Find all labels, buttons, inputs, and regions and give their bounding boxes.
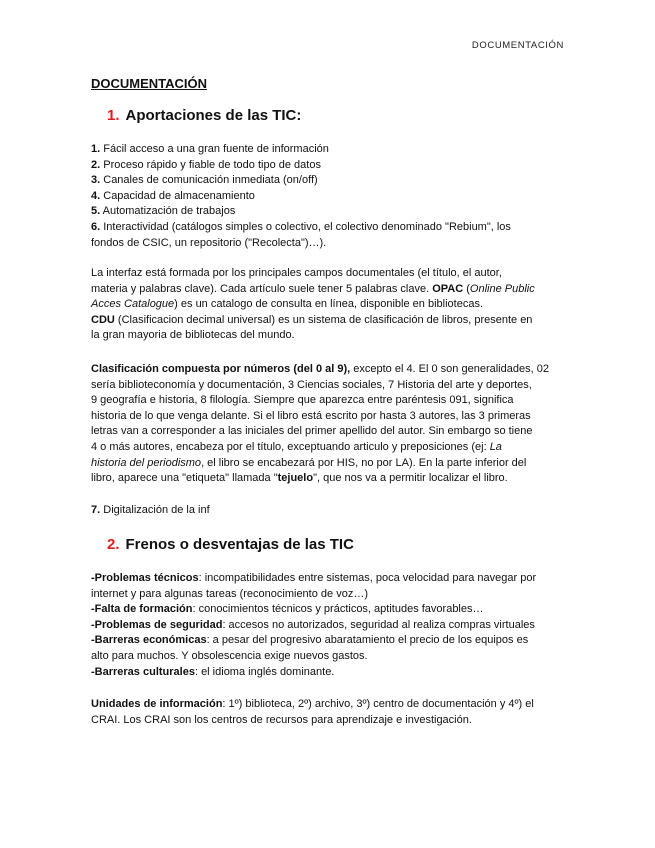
contributions-list — [91, 142, 569, 251]
section-1-number: 1. — [107, 107, 120, 124]
section-2-number: 2. — [107, 536, 120, 553]
list-item: 6. Interactividad (catálogos simples o colectivo, el colectivo denominado "Rebium", los — [91, 220, 511, 233]
paragraph-interfaz: La interfaz está formada por los principales campos documentales (el título, el autor, materia y palabras clave). Cada artículo suele tener 5 palabras clave. OPAC (Online Public Acces Catalogue) es un catalogo de consulta en línea, disponible en bibliotecas. CDU (Clasificacion decimal universal) es un sistema de clasificación de libros, presente en la gran mayoria de bibliotecas del mundo. — [91, 267, 535, 342]
list-item: 5. Automatización de trabajos — [91, 205, 236, 218]
list-item: 1. Fácil acceso a una gran fuente de información — [91, 143, 329, 155]
section-2-heading — [107, 536, 354, 553]
list-item-7: 7. Digitalización de la inf — [91, 504, 210, 516]
document-title: DOCUMENTACIÓN — [91, 76, 208, 91]
list-item: 3. Canales de comunicación inmediata (on/off) — [91, 174, 318, 187]
list-item: 2. Proceso rápido y fiable de todo tipo de datos — [91, 158, 321, 171]
running-header: DOCUMENTACIÓN — [471, 40, 564, 51]
section-2-title: Frenos o desventajas de las TIC — [125, 536, 354, 553]
paragraph-unidades: Unidades de información: 1º) biblioteca, 2º) archivo, 3º) centro de documentación y 4º) el CRAI. Los CRAI son los centros de recursos para aprendizaje e investigación. — [91, 698, 534, 726]
list-item-continuation: fondos de CSIC, un repositorio ("Recolecta")…). — [91, 236, 327, 249]
paragraph-clasificacion: Clasificación compuesta por números (del 0 al 9), excepto el 4. El 0 son generalidades, 02 sería biblioteconomía y documentación, 3 Ciencias sociales, 7 Historia del arte y deportes, 9 geografía e historia, 8 filología. Siempre que aparezca entre paréntesis 091, significa historia de lo que venga delante. Si el libro está escrito por hasta 3 autores, las 3 primeras letras van a corresponder a las iniciales del primer apellido del autor. Sin embargo so tiene 4 o más autores, encabeza por el título, exceptuando articulo y preposiciones (ej: La historia del periodismo, el libro se encabezará por HIS, no por LA). En la parte inferior del libro, aparece una "etiqueta" llamada "tejuelo", que nos va a permitir localizar el libro. — [91, 363, 549, 485]
list-item: 4. Capacidad de almacenamiento — [91, 189, 255, 202]
section-1-heading — [107, 107, 301, 124]
drawbacks-list: -Problemas técnicos: incompatibilidades entre sistemas, poca velocidad para navegar por internet y para algunas tareas (reconocimiento de voz…) -Falta de formación: conocimientos técnicos y prácticos, aptitudes favorables… -Problemas de seguridad: accesos no autorizados, seguridad al realiza compras virtuales -Barreras económicas: a pesar del progresivo abaratamiento el precio de los equipos es alto para muchos. Y obsolescencia exige nuevos gastos. -Barreras culturales: el idioma inglés dominante. — [91, 572, 537, 678]
section-1-title: Aportaciones de las TIC: — [125, 107, 302, 124]
